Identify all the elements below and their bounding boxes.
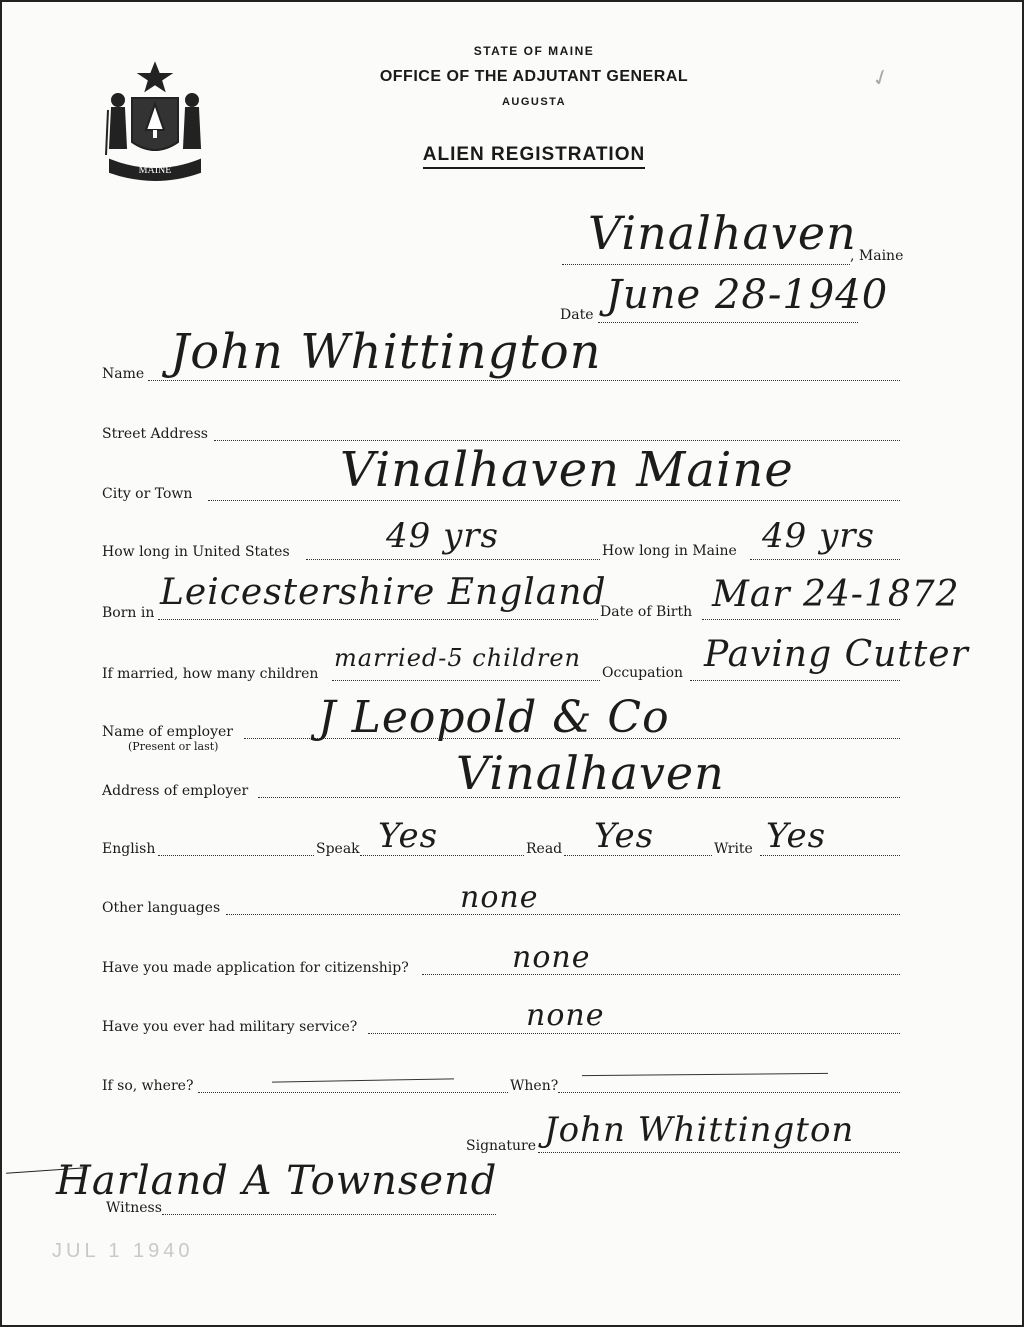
check-mark-icon: ✓	[868, 63, 895, 94]
if-so-where-label: If so, where?	[102, 1078, 194, 1094]
employer-label: Name of employer	[102, 724, 233, 740]
state-heading: STATE OF MAINE	[473, 44, 595, 58]
city-town-line	[208, 500, 900, 501]
form-title: ALIEN REGISTRATION	[2, 144, 1024, 166]
witness-value[interactable]: Harland A Townsend	[56, 1158, 498, 1204]
citizenship-value[interactable]: none	[512, 940, 591, 975]
signature-label: Signature	[466, 1138, 537, 1154]
how-long-us-line	[306, 559, 600, 560]
military-line	[368, 1033, 900, 1034]
date-label: Date	[560, 307, 594, 323]
how-long-maine-value[interactable]: 49 yrs	[762, 516, 875, 556]
city-heading: AUGUSTA	[501, 96, 567, 108]
office-heading: OFFICE OF THE ADJUTANT GENERAL	[379, 68, 689, 85]
citizenship-line	[422, 974, 900, 975]
signature-value[interactable]: John Whittington	[544, 1110, 855, 1150]
signature-line	[538, 1152, 900, 1153]
maine-label: , Maine	[850, 248, 904, 264]
street-line	[214, 440, 900, 441]
name-line	[148, 380, 900, 381]
occupation-line	[690, 680, 900, 681]
how-long-maine-label: How long in Maine	[602, 543, 737, 559]
read-value[interactable]: Yes	[594, 816, 655, 856]
english-line	[158, 855, 314, 856]
street-label: Street Address	[102, 426, 208, 442]
city-town-value[interactable]: Vinalhaven Maine	[340, 442, 794, 498]
employer-address-label: Address of employer	[102, 783, 249, 799]
occupation-value[interactable]: Paving Cutter	[704, 634, 969, 675]
born-in-line	[158, 619, 598, 620]
date-value[interactable]: June 28-1940	[606, 272, 889, 318]
employer-sub-label: (Present or last)	[128, 740, 219, 753]
how-long-us-value[interactable]: 49 yrs	[386, 516, 499, 556]
witness-label: Witness	[106, 1200, 162, 1216]
when-dash	[582, 1073, 828, 1076]
dob-label: Date of Birth	[600, 604, 693, 620]
received-stamp: JUL 1 1940	[52, 1240, 194, 1262]
married-label: If married, how many children	[102, 666, 319, 682]
speak-label: Speak	[316, 841, 360, 857]
dob-value[interactable]: Mar 24-1872	[712, 574, 960, 615]
if-so-where-dash	[272, 1078, 454, 1082]
when-line	[558, 1092, 900, 1093]
name-value[interactable]: John Whittington	[170, 324, 602, 380]
place-value[interactable]: Vinalhaven	[588, 206, 857, 260]
when-label: When?	[510, 1078, 559, 1094]
dob-line	[702, 619, 900, 620]
speak-value[interactable]: Yes	[378, 816, 439, 856]
city-town-label: City or Town	[102, 486, 193, 502]
how-long-maine-line	[750, 559, 900, 560]
write-label: Write	[714, 841, 753, 857]
english-label: English	[102, 841, 156, 857]
read-label: Read	[526, 841, 563, 857]
employer-value[interactable]: J Leopold & Co	[318, 692, 670, 743]
military-value[interactable]: none	[526, 998, 605, 1033]
born-in-value[interactable]: Leicestershire England	[160, 572, 607, 613]
how-long-us-label: How long in United States	[102, 544, 290, 560]
citizenship-label: Have you made application for citizenship?	[102, 960, 409, 976]
witness-line	[162, 1214, 496, 1215]
svg-text:MAINE: MAINE	[138, 165, 172, 176]
other-languages-line	[226, 914, 900, 915]
if-so-where-line	[198, 1092, 508, 1093]
name-label: Name	[102, 366, 145, 382]
military-label: Have you ever had military service?	[102, 1019, 358, 1035]
occupation-label: Occupation	[602, 665, 684, 681]
other-languages-label: Other languages	[102, 900, 221, 916]
employer-address-value[interactable]: Vinalhaven	[456, 746, 725, 800]
born-in-label: Born in	[102, 605, 155, 621]
date-line	[598, 322, 858, 323]
other-languages-value[interactable]: none	[460, 880, 539, 915]
place-line	[562, 264, 850, 265]
married-value[interactable]: married-5 children	[334, 644, 582, 672]
write-value[interactable]: Yes	[766, 816, 827, 856]
married-line	[332, 680, 600, 681]
